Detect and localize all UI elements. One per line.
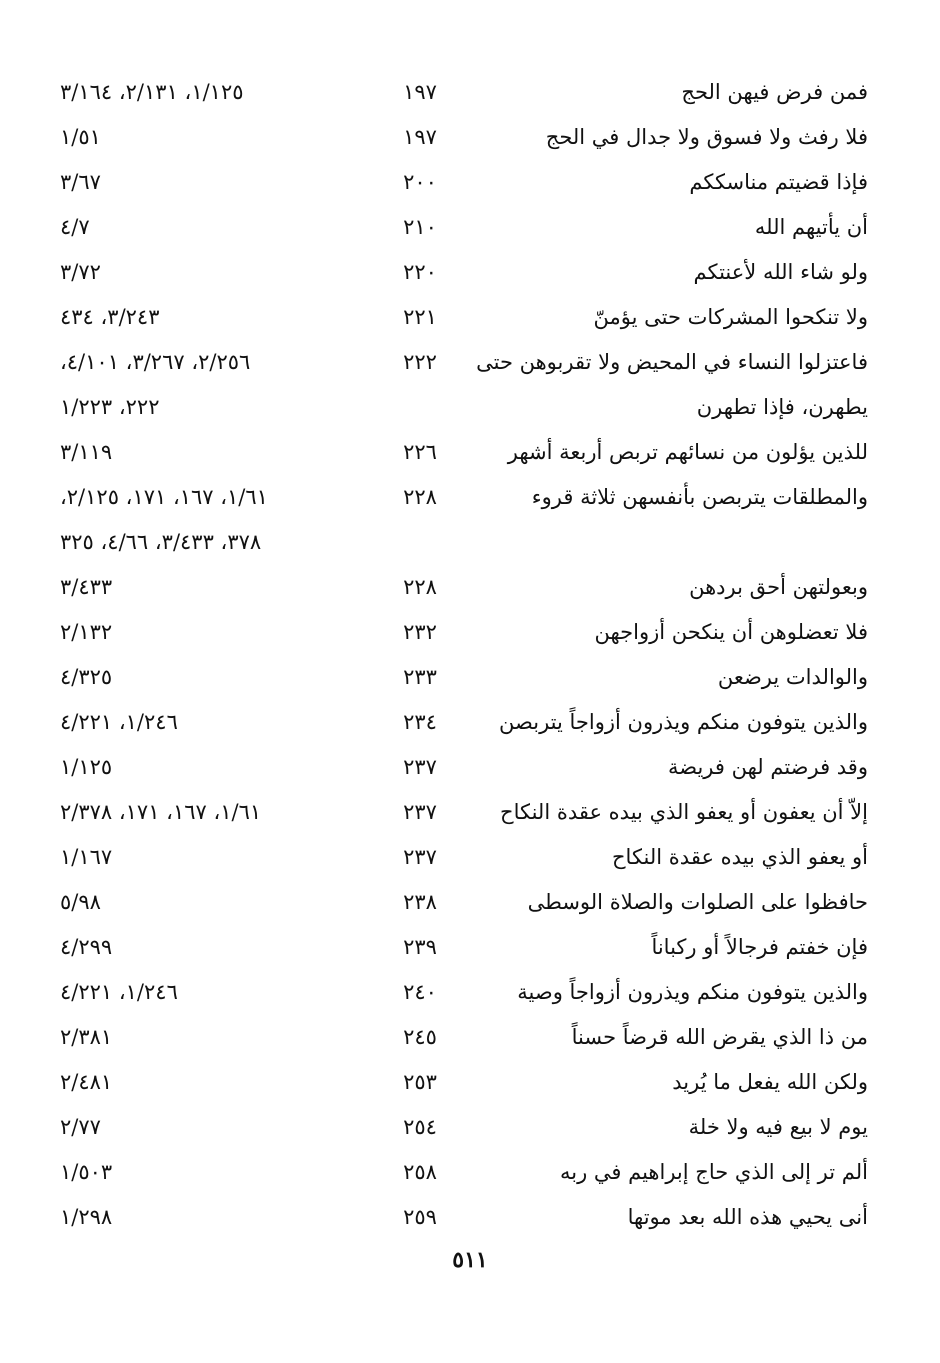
- verse-number: ١٩٧: [403, 125, 437, 149]
- index-row: [0, 700, 940, 745]
- verse-number: ٢٥٤: [403, 1115, 437, 1139]
- verse-number: ٢٥٩: [403, 1205, 437, 1229]
- index-row: [0, 475, 940, 520]
- verse-number: ٢٣٧: [403, 845, 437, 869]
- page-references: ٥/٩٨: [60, 890, 101, 914]
- index-row: [0, 115, 940, 160]
- page-references: ٣/١١٩: [60, 440, 113, 464]
- verse-text: للذين يؤلون من نسائهم تربص أربعة أشهر: [507, 440, 868, 464]
- verse-number: ٢٢٨: [403, 485, 437, 509]
- verse-text: يطهرن، فإذا تطهرن: [696, 395, 868, 419]
- index-row: [0, 1150, 940, 1195]
- verse-text: فإن خفتم فرجالاً أو ركباناً: [651, 935, 868, 959]
- page-references: ٢/١٣٢: [60, 620, 113, 644]
- verse-text: أن يأتيهم الله: [754, 215, 868, 239]
- page-references: ١/١٢٥: [60, 755, 113, 779]
- index-row: [0, 610, 940, 655]
- verse-number: ٢٣٢: [403, 620, 437, 644]
- verse-number: ٢٣٧: [403, 755, 437, 779]
- page-references: ٤/٣٢٥: [60, 665, 113, 689]
- verse-number: ٢٣٧: [403, 800, 437, 824]
- index-row: [0, 1060, 940, 1105]
- index-row: [0, 295, 940, 340]
- verse-text: فلا رفث ولا فسوق ولا جدال في الحج: [545, 125, 868, 149]
- page-references: ١/٦١، ١٦٧، ١٧١، ٢/١٢٥،: [60, 485, 268, 509]
- verse-text: ألم تر إلى الذي حاج إبراهيم في ربه: [559, 1160, 868, 1184]
- verse-text: فاعتزلوا النساء في المحيض ولا تقربوهن حتى: [476, 350, 868, 374]
- verse-text: والذين يتوفون منكم ويذرون أزواجاً وصية: [517, 980, 868, 1004]
- verse-text: والوالدات يرضعن: [717, 665, 868, 689]
- page-references: ١/٢٩٨: [60, 1205, 113, 1229]
- index-row: [0, 655, 940, 700]
- verse-text: ولو شاء الله لأعنتكم: [693, 260, 868, 284]
- verse-text: فمن فرض فيهن الحج: [681, 80, 868, 104]
- page-references: ١/٥٠٣: [60, 1160, 113, 1184]
- verse-text: فإذا قضيتم مناسككم: [689, 170, 868, 194]
- verse-number: ٢٠٠: [403, 170, 437, 194]
- index-row: [0, 565, 940, 610]
- verse-number: ٢٤٠: [403, 980, 437, 1004]
- verse-number: ٢٢٠: [403, 260, 437, 284]
- index-row: [0, 520, 940, 565]
- page-references: ٢٢٢، ١/٢٢٣: [60, 395, 160, 419]
- page-references: ٣/٧٢: [60, 260, 101, 284]
- page-references: ١/١٦٧: [60, 845, 113, 869]
- index-row: [0, 880, 940, 925]
- page-references: ٢/٢٥٦، ٣/٢٦٧، ٤/١٠١،: [60, 350, 251, 374]
- page-references: ٣/٦٧: [60, 170, 101, 194]
- page-references: ١/٢٤٦، ٤/٢٢١: [60, 710, 178, 734]
- verse-text: وبعولتهن أحق بردهن: [689, 575, 868, 599]
- index-row: [0, 160, 940, 205]
- index-row: [0, 1195, 940, 1240]
- index-row: [0, 1105, 940, 1150]
- page-references: ١/٢٤٦، ٤/٢٢١: [60, 980, 178, 1004]
- verse-number: ٢٣٨: [403, 890, 437, 914]
- page-references: ١/١٢٥، ٢/١٣١، ٣/١٦٤: [60, 80, 244, 104]
- page-references: ٢/٤٨١: [60, 1070, 113, 1094]
- page-references: ١/٦١، ١٦٧، ١٧١، ٢/٣٧٨: [60, 800, 262, 824]
- index-row: [0, 385, 940, 430]
- verse-number: ٢٥٨: [403, 1160, 437, 1184]
- verse-number: ٢٢٨: [403, 575, 437, 599]
- index-row: [0, 970, 940, 1015]
- page-references: ١/٥١: [60, 125, 101, 149]
- verse-text: حافظوا على الصلوات والصلاة الوسطى: [527, 890, 868, 914]
- verse-text: والذين يتوفون منكم ويذرون أزواجاً يتربصن: [499, 710, 868, 734]
- verse-number: ٢٢٦: [403, 440, 437, 464]
- index-row: [0, 205, 940, 250]
- index-list: [0, 70, 940, 1240]
- page-references: ٣/٢٤٣، ٤٣٤: [60, 305, 160, 329]
- verse-number: ٢٤٥: [403, 1025, 437, 1049]
- verse-text: يوم لا بيع فيه ولا خلة: [688, 1115, 868, 1139]
- verse-number: ٢٢١: [403, 305, 437, 329]
- index-row: [0, 340, 940, 385]
- page-references: ٢/٧٧: [60, 1115, 101, 1139]
- verse-text: والمطلقات يتربصن بأنفسهن ثلاثة قروء: [531, 485, 868, 509]
- verse-text: أو يعفو الذي بيده عقدة النكاح: [612, 845, 868, 869]
- verse-number: ٢٥٣: [403, 1070, 437, 1094]
- page-references: ٢/٣٨١: [60, 1025, 113, 1049]
- verse-text: ولا تنكحوا المشركات حتى يؤمنّ: [593, 305, 868, 329]
- verse-text: أنى يحيي هذه الله بعد موتها: [627, 1205, 868, 1229]
- verse-number: ١٩٧: [403, 80, 437, 104]
- page-references: ٤/٧: [60, 215, 90, 239]
- verse-text: فلا تعضلوهن أن ينكحن أزواجهن: [594, 620, 868, 644]
- page-references: ٣/٤٣٣: [60, 575, 113, 599]
- index-row: [0, 745, 940, 790]
- index-row: [0, 70, 940, 115]
- verse-text: ولكن الله يفعل ما يُريد: [672, 1070, 868, 1094]
- index-row: [0, 1015, 940, 1060]
- index-row: [0, 250, 940, 295]
- index-row: [0, 835, 940, 880]
- verse-number: ٢٣٤: [403, 710, 437, 734]
- verse-number: ٢٢٢: [403, 350, 437, 374]
- page-number: ٥١١: [452, 1247, 488, 1273]
- index-row: [0, 925, 940, 970]
- index-row: [0, 790, 940, 835]
- verse-number: ٢١٠: [403, 215, 437, 239]
- page-references: ٤/٢٩٩: [60, 935, 113, 959]
- page-references: ٣٧٨، ٣/٤٣٣، ٤/٦٦، ٣٢٥: [60, 530, 262, 554]
- verse-text: وقد فرضتم لهن فريضة: [667, 755, 868, 779]
- verse-number: ٢٣٣: [403, 665, 437, 689]
- verse-text: من ذا الذي يقرض الله قرضاً حسناً: [571, 1025, 868, 1049]
- index-row: [0, 430, 940, 475]
- verse-text: إلاّ أن يعفون أو يعفو الذي بيده عقدة النكاح: [500, 800, 868, 824]
- verse-number: ٢٣٩: [403, 935, 437, 959]
